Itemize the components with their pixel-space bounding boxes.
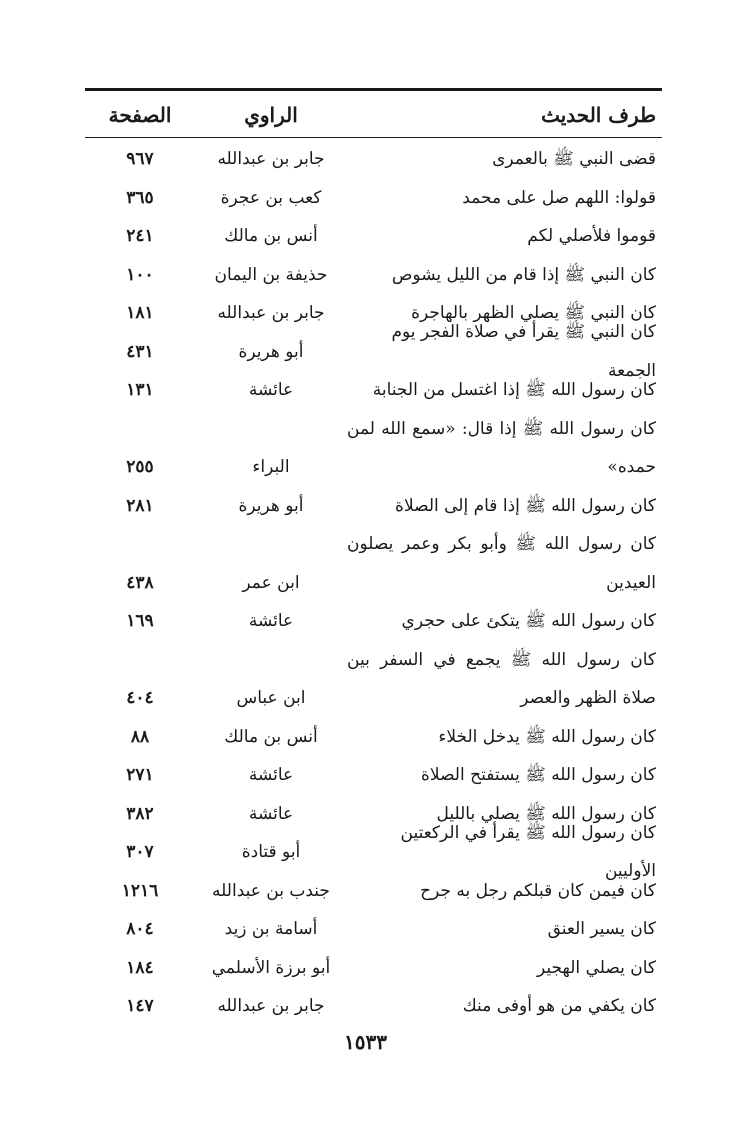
hadith-text: كان يكفي من هو أوفى منك: [462, 996, 656, 1016]
page-ref: ٢٥٥: [126, 457, 154, 477]
page-ref: ٤٣١: [126, 341, 154, 362]
page-ref: ٣٨٢: [126, 803, 154, 824]
page-ref: ٣٠٧: [126, 842, 154, 862]
rawi-name: عائشة: [248, 611, 294, 631]
header-hadith: طرف الحديث: [541, 103, 656, 127]
hadith-text: كان النبي ﷺ يصلي الظهر بالهاجرة: [411, 303, 656, 323]
page-ref: ٣٦٥: [126, 187, 154, 208]
hadith-text: قولوا: اللهم صل على محمد: [462, 187, 656, 208]
rawi-name: أبو هريرة: [238, 495, 304, 516]
hadith-text: كان رسول الله ﷺ يتكئ على حجري: [401, 611, 656, 631]
rawi-name: أنس بن مالك: [224, 226, 318, 246]
hadith-text: قضى النبي ﷺ بالعمرى: [492, 149, 656, 169]
table-row: [85, 822, 662, 882]
page-number: ١٥٣٣: [344, 1030, 387, 1054]
table-row: [85, 602, 662, 641]
page-ref: ٤٠٤: [126, 688, 154, 708]
rawi-name: جابر بن عبدالله: [217, 149, 325, 169]
page-ref: ١٤٧: [126, 996, 154, 1016]
rawi-name: جابر بن عبدالله: [217, 303, 325, 323]
table-row: [85, 949, 662, 988]
table-row: [85, 987, 662, 1026]
rawi-name: ابن عباس: [236, 688, 306, 708]
rawi-name: كعب بن عجرة: [220, 187, 322, 208]
table-body: [85, 140, 662, 1026]
table-row: [85, 487, 662, 526]
page-ref: ١٢١٦: [121, 880, 159, 901]
hadith-text: كان رسول الله ﷺ إذا قام إلى الصلاة: [395, 495, 656, 516]
hadith-text: كان رسول الله ﷺ يستفتح الصلاة: [421, 765, 656, 785]
table-row: [85, 140, 662, 179]
rawi-name: حذيفة بن اليمان: [214, 264, 328, 285]
page-ref: ٨٨: [130, 726, 150, 747]
index-table: [85, 88, 662, 1026]
page-ref: ٢٤١: [126, 226, 154, 246]
hadith-text: كان رسول الله ﷺ إذا قال: «سمع الله لمن حمده»: [347, 418, 656, 477]
header-rule: [85, 137, 662, 138]
hadith-text: كان فيمن كان قبلكم رجل به جرح: [420, 880, 656, 901]
table-row: [85, 179, 662, 218]
table-row: [85, 718, 662, 757]
page-ref: ٤٣٨: [126, 572, 154, 593]
rawi-name: عائشة: [248, 380, 294, 400]
table-row: [85, 872, 662, 911]
header-rawi: الراوي: [244, 103, 298, 127]
hadith-text: كان رسول الله ﷺ يجمع في السفر بين صلاة الظهر والعصر: [347, 649, 656, 708]
page-ref: ٢٨١: [126, 495, 154, 516]
rawi-name: جندب بن عبدالله: [212, 880, 330, 901]
page-ref: ١٣١: [126, 380, 154, 400]
table-header: [85, 97, 662, 133]
table-row: [85, 217, 662, 256]
rawi-name: أنس بن مالك: [224, 726, 318, 747]
page-ref: ١٨٤: [126, 957, 154, 978]
page-ref: ٩٦٧: [126, 149, 154, 169]
table-row: [85, 256, 662, 295]
header-page: الصفحة: [108, 103, 172, 127]
page-ref: ٢٧١: [126, 765, 154, 785]
hadith-text: كان رسول الله ﷺ يقرأ في الركعتين الأوليين: [400, 822, 656, 882]
top-rule: [85, 88, 662, 91]
table-row: [85, 756, 662, 795]
hadith-text: كان النبي ﷺ يقرأ في صلاة الفجر يوم الجمعة: [391, 322, 656, 381]
page-ref: ١٦٩: [126, 611, 154, 631]
table-row: [85, 322, 662, 381]
hadith-text: كان رسول الله ﷺ إذا اغتسل من الجنابة: [372, 380, 656, 400]
page-ref: ١٨١: [126, 303, 154, 323]
hadith-text: كان رسول الله ﷺ يصلي بالليل: [436, 803, 656, 824]
rawi-name: أبو برزة الأسلمي: [211, 957, 331, 978]
table-row: [85, 641, 662, 718]
rawi-name: جابر بن عبدالله: [217, 996, 325, 1016]
rawi-name: أبو هريرة: [238, 341, 304, 362]
hadith-text: قوموا فلأصلي لكم: [527, 226, 656, 246]
rawi-name: عائشة: [248, 803, 294, 824]
page-ref: ٨٠٤: [126, 919, 154, 939]
rawi-name: أبو قتادة: [241, 842, 301, 862]
table-row: [85, 525, 662, 602]
hadith-text: كان رسول الله ﷺ وأبو بكر وعمر يصلون العيدين: [347, 534, 656, 593]
hadith-text: كان رسول الله ﷺ يدخل الخلاء: [438, 726, 656, 747]
table-row: [85, 910, 662, 949]
table-row: [85, 410, 662, 487]
hadith-text: كان يصلي الهجير: [536, 957, 656, 978]
hadith-text: كان يسير العنق: [547, 919, 656, 939]
rawi-name: أسامة بن زيد: [224, 919, 318, 939]
rawi-name: عائشة: [248, 765, 294, 785]
rawi-name: ابن عمر: [242, 572, 300, 593]
hadith-text: كان النبي ﷺ إذا قام من الليل يشوص: [391, 264, 656, 285]
page-ref: ١٠٠: [126, 264, 154, 285]
rawi-name: البراء: [252, 457, 290, 477]
table-row: [85, 371, 662, 410]
